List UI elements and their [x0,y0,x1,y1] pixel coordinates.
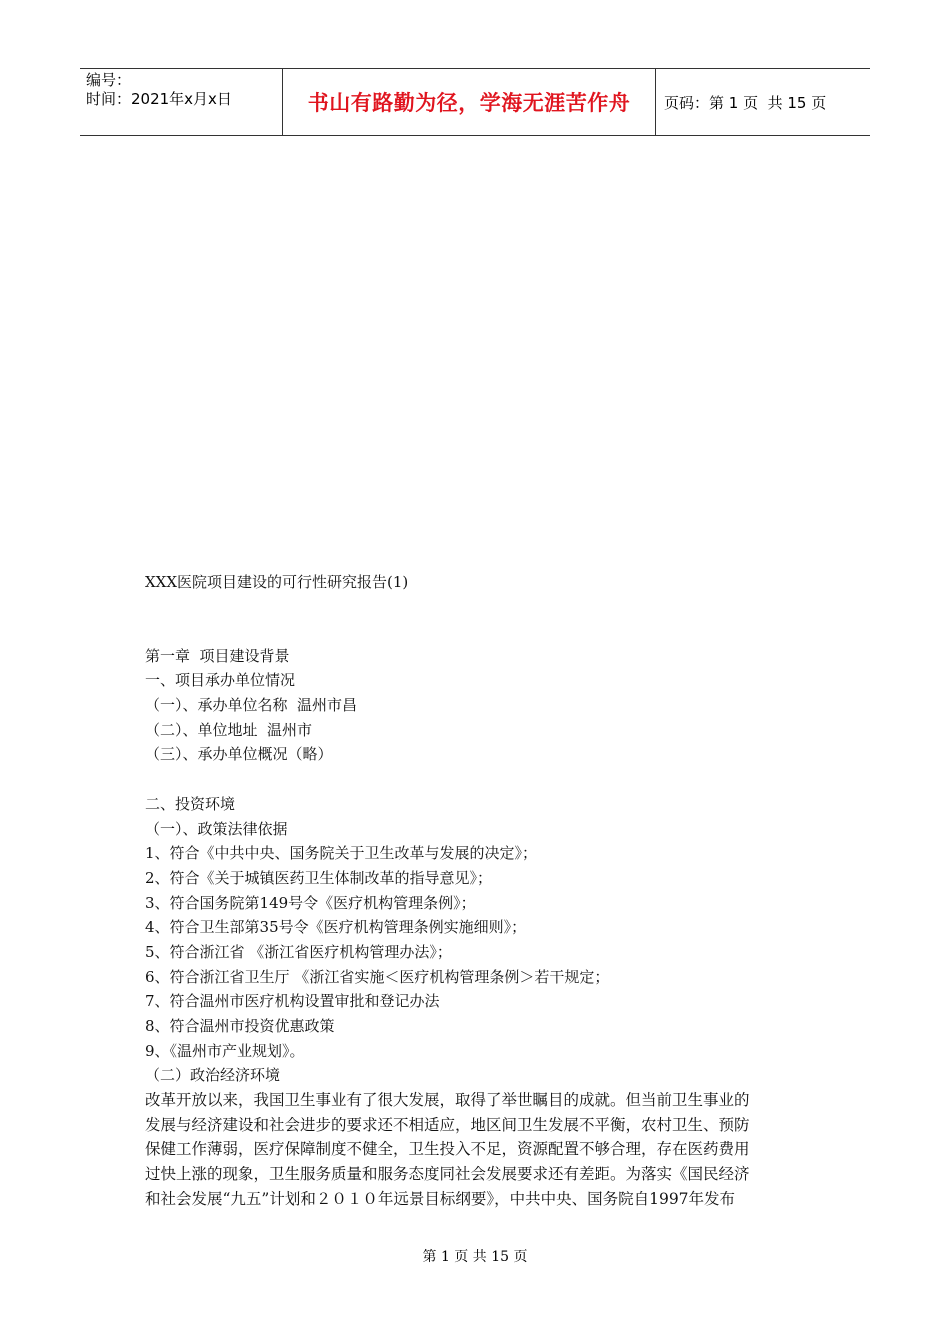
section1-item: （三）、承办单位概况（略） [145,745,333,764]
policy-item: 9、《温州市产业规划》。 [145,1041,305,1060]
paragraph-line: 改革开放以来，我国卫生事业有了很大发展，取得了举世瞩目的成就。但当前卫生事业的 [145,1091,750,1110]
policy-item: 3、符合国务院第149号令《医疗机构管理条例》； [145,893,476,912]
policy-item: 4、符合卫生部第35号令《医疗机构管理条例实施细则》； [145,918,527,937]
paragraph-line: 保健工作薄弱，医疗保障制度不健全，卫生投入不足，资源配置不够合理，存在医药费用 [145,1140,750,1159]
subsection-heading: （二）政治经济环境 [145,1066,281,1085]
header-meta [80,69,282,135]
section1-heading: 一、项目承办单位情况 [145,671,296,690]
document-header [80,68,870,136]
policy-item: 6、符合浙江省卫生厅 《浙江省实施＜医疗机构管理条例＞若干规定； [145,967,610,986]
subsection-heading: （一）、政策法律依据 [145,819,288,838]
policy-item: 8、符合温州市投资优惠政策 [145,1017,335,1035]
chapter-heading: 第一章 项目建设背景 [145,646,290,665]
policy-item: 2、符合《关于城镇医药卫生体制改革的指导意见》； [145,868,493,887]
header-motto: 书山有路勤为径，学海无涯苦作舟 [282,69,656,135]
paragraph-line: 和社会发展“九五”计划和２０１０年远景目标纲要》，中共中央、国务院自1997年发布 [145,1189,736,1208]
document-title: XXX医院项目建设的可行性研究报告(1) [145,573,409,591]
page-footer: 第 1 页 共 15 页 [422,1249,528,1265]
code-label: 编号： [86,71,132,89]
section2-heading: 二、投资环境 [145,794,236,813]
paragraph-line: 发展与经济建设和社会进步的要求还不相适应，地区间卫生发展不平衡，农村卫生、预防 [145,1115,750,1134]
paragraph-line: 过快上涨的现象，卫生服务质量和服务态度同社会发展要求还有差距。为落实《国民经济 [145,1165,750,1184]
header-page-info: 页码：第 1 页 共 15 页 [664,93,827,112]
section1-item: （二）、单位地址 温州市 [145,720,313,739]
policy-item: 5、符合浙江省 《浙江省医疗机构管理办法》； [145,942,452,961]
policy-item: 1、符合《中共中央、国务院关于卫生改革与发展的决定》； [145,844,538,863]
policy-item: 7、符合温州市医疗机构设置审批和登记办法 [145,992,440,1011]
document-body [145,570,815,1212]
spacer [145,767,815,792]
section1-item: （一）、承办单位名称 温州市昌 [145,696,358,715]
time-label: 时间：2021年x月x日 [86,90,232,108]
